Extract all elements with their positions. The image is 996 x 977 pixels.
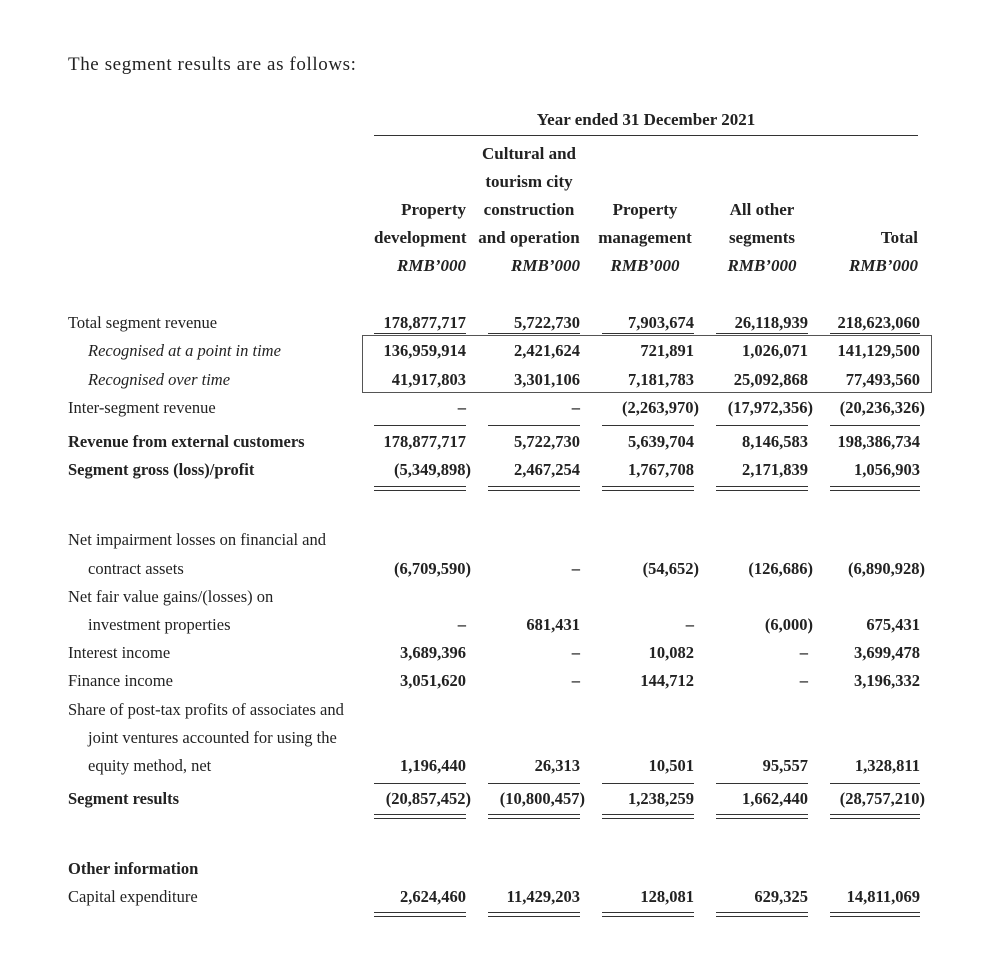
value-cell: 128,081 [640, 887, 694, 906]
value-cell: 1,662,440 [742, 789, 808, 808]
value-cell: (2,263,970) [622, 398, 699, 417]
label-impairment-2: contract assets [88, 559, 184, 578]
value-cell: 198,386,734 [837, 432, 920, 451]
label-segment-results: Segment results [68, 789, 180, 808]
underline [716, 783, 808, 784]
label-share-1: Share of post-tax profits of associates and [68, 700, 344, 719]
value-cell: (10,800,457) [499, 789, 585, 808]
underline [374, 783, 466, 784]
col-header-cultural-tourism: Cultural and tourism city construction and operation RMB’000 [474, 140, 584, 280]
value-cell: (5,349,898) [394, 460, 471, 479]
value-cell: – [457, 615, 466, 634]
col-unit: RMB’000 [511, 256, 580, 275]
double-underline [716, 814, 808, 819]
value-cell: 10,082 [648, 643, 694, 662]
label-other-information: Other information [68, 859, 199, 878]
value-cell: 3,301,106 [514, 370, 580, 389]
value-cell: – [799, 643, 808, 662]
value-cell: 1,238,259 [628, 789, 694, 808]
col-header-property-management: Property management RMB’000 [596, 196, 694, 280]
value-cell: (6,890,928) [848, 559, 925, 578]
label-total-segment-revenue: Total segment revenue [68, 313, 218, 332]
value-cell: 1,056,903 [854, 460, 920, 479]
double-underline [374, 912, 466, 917]
label-fair-value-2: investment properties [88, 615, 231, 634]
col-header-property-development: Property development RMB’000 [374, 196, 466, 280]
value-cell: (54,652) [642, 559, 699, 578]
value-cell: – [571, 671, 580, 690]
underline [716, 425, 808, 426]
value-cell: 7,181,783 [628, 370, 694, 389]
value-cell: 1,767,708 [628, 460, 694, 479]
value-cell: (28,757,210) [839, 789, 925, 808]
value-cell: – [571, 559, 580, 578]
value-cell: 41,917,803 [391, 370, 466, 389]
value-cell: 675,431 [866, 615, 920, 634]
underline [488, 425, 580, 426]
underline [374, 425, 466, 426]
double-underline [830, 912, 920, 917]
value-cell: 10,501 [648, 756, 694, 775]
underline [602, 783, 694, 784]
value-cell: 25,092,868 [733, 370, 808, 389]
value-cell: 8,146,583 [742, 432, 808, 451]
value-cell: 7,903,674 [628, 313, 694, 332]
col-unit: RMB’000 [727, 256, 797, 275]
label-impairment-1: Net impairment losses on financial and [68, 530, 326, 549]
double-underline [602, 486, 694, 491]
col-unit: RMB’000 [849, 256, 918, 275]
col-header-all-other: All other segments RMB’000 [716, 196, 808, 280]
value-cell: 2,467,254 [514, 460, 580, 479]
value-cell: 5,639,704 [628, 432, 694, 451]
col-unit: RMB’000 [610, 256, 680, 275]
value-cell: 3,699,478 [854, 643, 920, 662]
underline [830, 425, 920, 426]
double-underline [830, 486, 920, 491]
double-underline [830, 814, 920, 819]
double-underline [488, 912, 580, 917]
value-cell: 2,421,624 [514, 341, 580, 360]
value-cell: (6,709,590) [394, 559, 471, 578]
value-cell: 26,313 [534, 756, 580, 775]
value-cell: 2,171,839 [742, 460, 808, 479]
value-cell: – [685, 615, 694, 634]
period-heading: Year ended 31 December 2021 [536, 110, 756, 129]
col-unit: RMB’000 [397, 256, 466, 275]
value-cell: 141,129,500 [837, 341, 920, 360]
underline [602, 333, 694, 334]
value-cell: (20,857,452) [385, 789, 471, 808]
value-cell: – [457, 398, 466, 417]
underline [716, 333, 808, 334]
underline [830, 783, 920, 784]
label-interest-income: Interest income [68, 643, 171, 662]
period-rule [374, 135, 918, 136]
intro-text: The segment results are as follows: [68, 54, 357, 75]
label-share-3: equity method, net [88, 756, 212, 775]
value-cell: – [571, 398, 580, 417]
label-capital-expenditure: Capital expenditure [68, 887, 198, 906]
underline [830, 333, 920, 334]
label-gross-profit: Segment gross (loss)/profit [68, 460, 255, 479]
double-underline [716, 486, 808, 491]
value-cell: (17,972,356) [727, 398, 813, 417]
underline [488, 333, 580, 334]
value-cell: 95,557 [762, 756, 808, 775]
label-over-time: Recognised over time [88, 370, 231, 389]
label-fair-value-1: Net fair value gains/(losses) on [68, 587, 274, 606]
underline [488, 783, 580, 784]
value-cell: – [571, 643, 580, 662]
double-underline [374, 814, 466, 819]
value-cell: 136,959,914 [383, 341, 466, 360]
double-underline [716, 912, 808, 917]
value-cell: 144,712 [640, 671, 694, 690]
double-underline [488, 486, 580, 491]
value-cell: 5,722,730 [514, 313, 580, 332]
label-point-in-time: Recognised at a point in time [88, 341, 281, 360]
value-cell: (126,686) [748, 559, 813, 578]
value-cell: 721,891 [640, 341, 694, 360]
label-finance-income: Finance income [68, 671, 173, 690]
value-cell: 77,493,560 [845, 370, 920, 389]
value-cell: 1,196,440 [400, 756, 466, 775]
label-inter-segment: Inter-segment revenue [68, 398, 216, 417]
value-cell: – [799, 671, 808, 690]
double-underline [602, 814, 694, 819]
value-cell: 178,877,717 [383, 432, 466, 451]
value-cell: 629,325 [754, 887, 808, 906]
double-underline [602, 912, 694, 917]
value-cell: 3,196,332 [854, 671, 920, 690]
value-cell: 5,722,730 [514, 432, 580, 451]
value-cell: 26,118,939 [734, 313, 808, 332]
value-cell: 1,026,071 [742, 341, 808, 360]
value-cell: 11,429,203 [506, 887, 580, 906]
value-cell: 2,624,460 [400, 887, 466, 906]
value-cell: 3,051,620 [400, 671, 466, 690]
value-cell: (6,000) [764, 615, 813, 634]
value-cell: 681,431 [526, 615, 580, 634]
label-external-revenue: Revenue from external customers [68, 432, 305, 451]
value-cell: 3,689,396 [400, 643, 466, 662]
value-cell: 14,811,069 [846, 887, 920, 906]
col-header-total: Total RMB’000 [828, 224, 918, 280]
underline [602, 425, 694, 426]
value-cell: 218,623,060 [837, 313, 920, 332]
underline [374, 333, 466, 334]
value-cell: 178,877,717 [383, 313, 466, 332]
value-cell: 1,328,811 [854, 756, 920, 775]
value-cell: (20,236,326) [839, 398, 925, 417]
double-underline [374, 486, 466, 491]
label-share-2: joint ventures accounted for using the [88, 728, 337, 747]
double-underline [488, 814, 580, 819]
